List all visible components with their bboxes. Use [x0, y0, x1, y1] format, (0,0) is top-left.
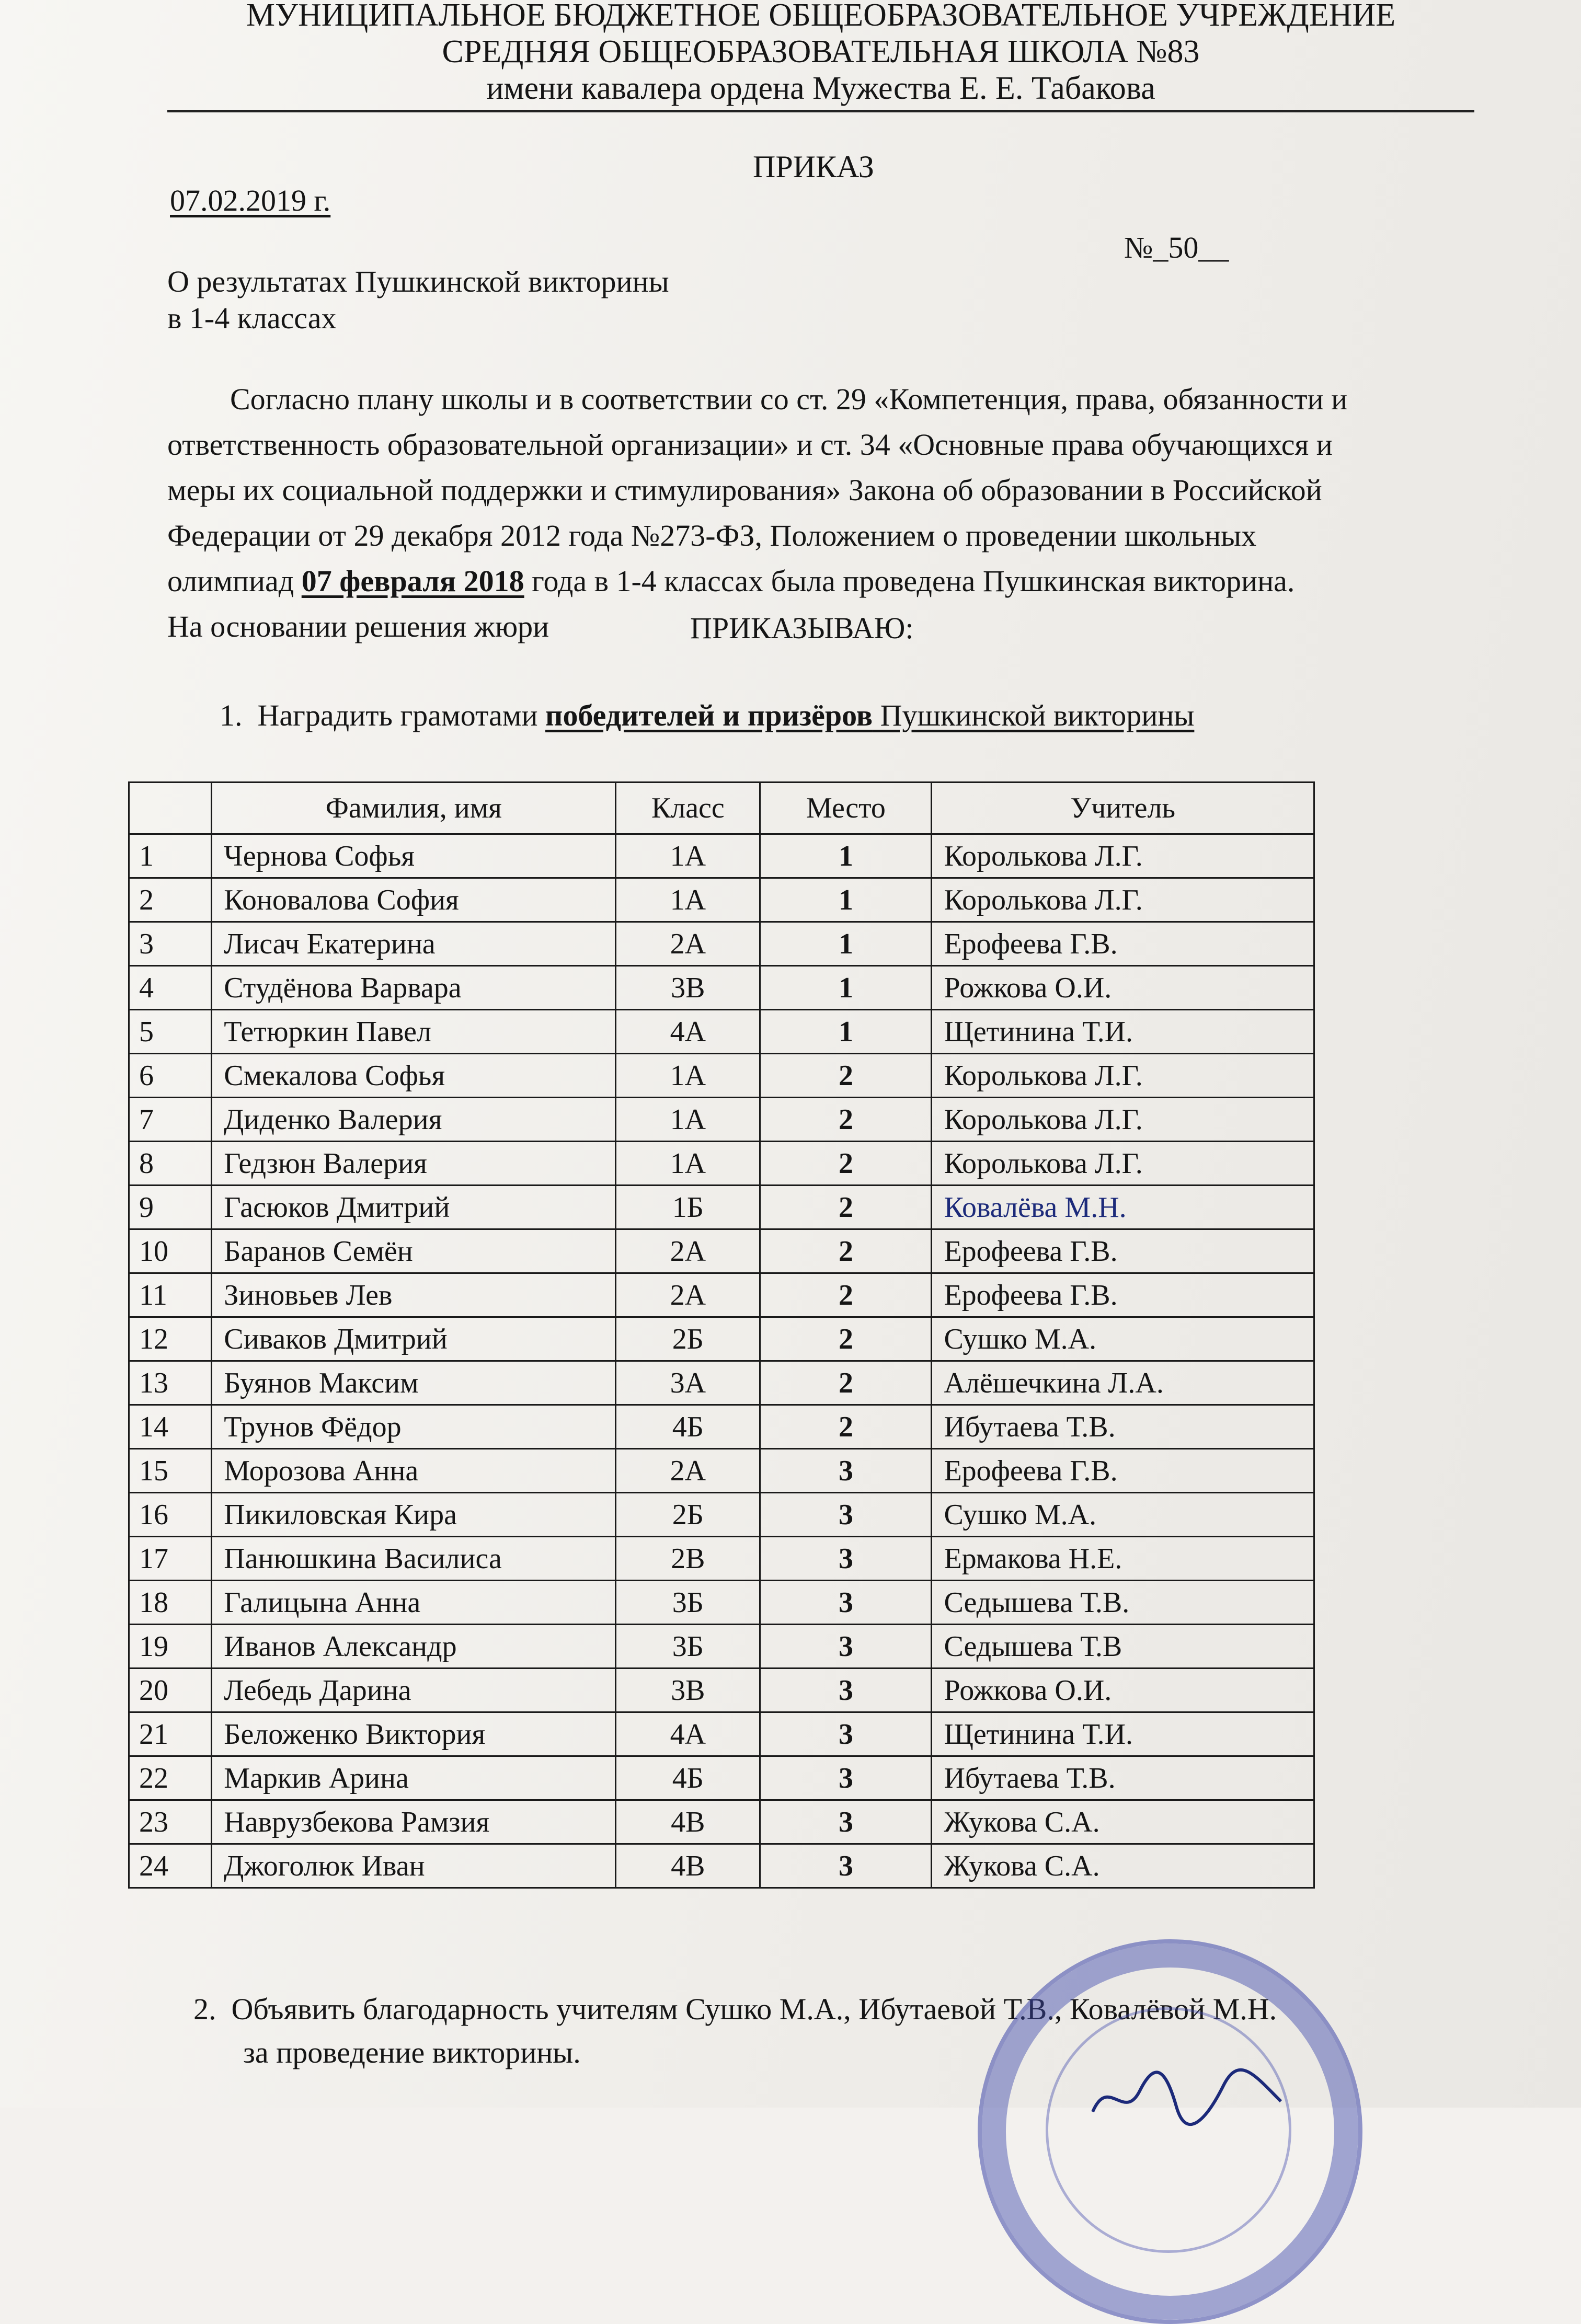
- table-row: [129, 1010, 1314, 1054]
- decree-heading: ПРИКАЗЫВАЮ:: [690, 611, 914, 645]
- teacher-name: Ерофеева Г.В.: [932, 1273, 1314, 1317]
- student-class: 4Б: [616, 1405, 760, 1449]
- teacher-name: Королькова Л.Г.: [932, 834, 1314, 878]
- student-place: 1: [760, 922, 932, 966]
- student-name: Сиваков Дмитрий: [212, 1317, 616, 1361]
- row-number: 6: [129, 1054, 212, 1098]
- teacher-name: Седышева Т.В.: [932, 1581, 1314, 1625]
- teacher-name: Ерофеева Г.В.: [932, 1449, 1314, 1493]
- table-row: [129, 966, 1314, 1010]
- teacher-name: Ибутаева Т.В.: [932, 1405, 1314, 1449]
- teacher-name: Щетинина Т.И.: [932, 1712, 1314, 1756]
- table-row: [129, 1098, 1314, 1142]
- teacher-name: Алёшечкина Л.А.: [932, 1361, 1314, 1405]
- student-name: Баранов Семён: [212, 1229, 616, 1273]
- row-number: 23: [129, 1800, 212, 1844]
- student-name: Гедзюн Валерия: [212, 1142, 616, 1186]
- row-number: 5: [129, 1010, 212, 1054]
- teacher-name: Сушко М.А.: [932, 1493, 1314, 1537]
- body-line: На основании решения жюри: [167, 609, 549, 643]
- student-class: 3Б: [616, 1625, 760, 1669]
- item-1-bold: победителей и призёров: [545, 698, 873, 732]
- teacher-name: Королькова Л.Г.: [932, 1054, 1314, 1098]
- teacher-name: Ерофеева Г.В.: [932, 922, 1314, 966]
- student-name: Наврузбекова Рамзия: [212, 1800, 616, 1844]
- body-line: меры их социальной поддержки и стимулирования» Закона об образовании в Российской: [167, 473, 1322, 507]
- student-place: 2: [760, 1405, 932, 1449]
- signature: [1087, 2065, 1286, 2127]
- student-name: Маркив Арина: [212, 1756, 616, 1800]
- teacher-name: Рожкова О.И.: [932, 966, 1314, 1010]
- row-number: 11: [129, 1273, 212, 1317]
- student-name: Трунов Фёдор: [212, 1405, 616, 1449]
- student-class: 2Б: [616, 1493, 760, 1537]
- row-number: 16: [129, 1493, 212, 1537]
- body-paragraph: [167, 376, 1474, 649]
- student-place: 2: [760, 1273, 932, 1317]
- table-row: [129, 1405, 1314, 1449]
- teacher-name: Ибутаева Т.В.: [932, 1756, 1314, 1800]
- item-1-number: 1.: [220, 698, 243, 732]
- order-subject-line-2: в 1-4 классах: [167, 301, 337, 335]
- table-row: [129, 1493, 1314, 1537]
- olympiad-date: 07 февраля 2018: [301, 564, 524, 598]
- student-name: Иванов Александр: [212, 1625, 616, 1669]
- body-line: Согласно плану школы и в соответствии со ст. 29 «Компетенция, права, обязанности и: [230, 382, 1348, 416]
- header-cell-name: Фамилия, имя: [212, 783, 616, 834]
- body-line: Федерации от 29 декабря 2012 года №273-ФЗ, Положением о проведении школьных: [167, 519, 1257, 553]
- student-class: 4А: [616, 1010, 760, 1054]
- row-number: 24: [129, 1844, 212, 1888]
- student-name: Лисач Екатерина: [212, 922, 616, 966]
- stamp-inner-ring: [1046, 2007, 1291, 2253]
- teacher-name: Жукова С.А.: [932, 1800, 1314, 1844]
- student-place: 1: [760, 966, 932, 1010]
- student-class: 1А: [616, 1142, 760, 1186]
- student-place: 3: [760, 1844, 932, 1888]
- row-number: 2: [129, 878, 212, 922]
- student-place: 2: [760, 1186, 932, 1229]
- student-place: 2: [760, 1229, 932, 1273]
- header-cell-number: [129, 783, 212, 834]
- student-class: 3В: [616, 1669, 760, 1712]
- student-place: 2: [760, 1142, 932, 1186]
- student-name: Гасюков Дмитрий: [212, 1186, 616, 1229]
- student-class: 1А: [616, 878, 760, 922]
- body-text: года в 1-4 классах была проведена Пушкинская викторина.: [524, 564, 1295, 598]
- row-number: 7: [129, 1098, 212, 1142]
- table-row: [129, 1449, 1314, 1493]
- body-line: [167, 558, 1474, 604]
- student-class: 2А: [616, 1229, 760, 1273]
- student-name: Морозова Анна: [212, 1449, 616, 1493]
- student-name: Смекалова Софья: [212, 1054, 616, 1098]
- table-row: [129, 1361, 1314, 1405]
- row-number: 15: [129, 1449, 212, 1493]
- row-number: 1: [129, 834, 212, 878]
- item-2-line-2: за проведение викторины.: [243, 2035, 581, 2069]
- table-row: [129, 1186, 1314, 1229]
- table-row: [129, 1581, 1314, 1625]
- student-name: Зиновьев Лев: [212, 1273, 616, 1317]
- order-title: ПРИКАЗ: [753, 149, 874, 184]
- student-name: Лебедь Дарина: [212, 1669, 616, 1712]
- row-number: 8: [129, 1142, 212, 1186]
- body-text: олимпиад: [167, 564, 302, 598]
- student-place: 3: [760, 1581, 932, 1625]
- student-place: 1: [760, 878, 932, 922]
- student-class: 2А: [616, 1273, 760, 1317]
- student-class: 4Б: [616, 1756, 760, 1800]
- student-class: 4В: [616, 1844, 760, 1888]
- row-number: 4: [129, 966, 212, 1010]
- table-row: [129, 1844, 1314, 1888]
- teacher-name: Ермакова Н.Е.: [932, 1537, 1314, 1581]
- student-class: 2Б: [616, 1317, 760, 1361]
- header-line-3: имени кавалера ордена Мужества Е. Е. Табакова: [486, 71, 1155, 106]
- row-number: 21: [129, 1712, 212, 1756]
- row-number: 19: [129, 1625, 212, 1669]
- student-class: 2А: [616, 922, 760, 966]
- row-number: 17: [129, 1537, 212, 1581]
- item-1: [220, 698, 1194, 733]
- table-row: [129, 1273, 1314, 1317]
- student-name: Диденко Валерия: [212, 1098, 616, 1142]
- student-class: 1Б: [616, 1186, 760, 1229]
- table-row: [129, 1537, 1314, 1581]
- student-place: 3: [760, 1712, 932, 1756]
- student-name: Галицына Анна: [212, 1581, 616, 1625]
- row-number: 18: [129, 1581, 212, 1625]
- order-date: 07.02.2019 г.: [170, 183, 331, 217]
- teacher-name: Королькова Л.Г.: [932, 1098, 1314, 1142]
- student-place: 2: [760, 1098, 932, 1142]
- table-row: [129, 878, 1314, 922]
- student-class: 3А: [616, 1361, 760, 1405]
- student-place: 2: [760, 1317, 932, 1361]
- student-class: 1А: [616, 834, 760, 878]
- teacher-name: Седышева Т.В: [932, 1625, 1314, 1669]
- table-row: [129, 1800, 1314, 1844]
- student-class: 1А: [616, 1098, 760, 1142]
- student-name: Студёнова Варвара: [212, 966, 616, 1010]
- student-place: 3: [760, 1449, 932, 1493]
- student-place: 3: [760, 1669, 932, 1712]
- table-row: [129, 1229, 1314, 1273]
- teacher-name: Ерофеева Г.В.: [932, 1229, 1314, 1273]
- row-number: 9: [129, 1186, 212, 1229]
- teacher-name: Королькова Л.Г.: [932, 878, 1314, 922]
- teacher-name: Щетинина Т.И.: [932, 1010, 1314, 1054]
- student-place: 3: [760, 1537, 932, 1581]
- student-name: Пикиловская Кира: [212, 1493, 616, 1537]
- table-row: [129, 1669, 1314, 1712]
- student-name: Панюшкина Василиса: [212, 1537, 616, 1581]
- order-number: №_50__: [1124, 231, 1229, 264]
- table-header-row: [129, 783, 1314, 834]
- student-place: 3: [760, 1625, 932, 1669]
- table-row: [129, 1054, 1314, 1098]
- teacher-name: Сушко М.А.: [932, 1317, 1314, 1361]
- header-line-1: МУНИЦИПАЛЬНОЕ БЮДЖЕТНОЕ ОБЩЕОБРАЗОВАТЕЛЬНОЕ УЧРЕЖДЕНИЕ: [246, 0, 1396, 33]
- student-class: 4В: [616, 1800, 760, 1844]
- table-row: [129, 1756, 1314, 1800]
- item-1-text-tail: Пушкинской викторины: [873, 698, 1195, 732]
- item-2-text: Объявить благодарность учителям Сушко М.А., Ибутаевой Т.В., Ковалёвой М.Н.: [231, 1992, 1277, 2026]
- student-class: 1А: [616, 1054, 760, 1098]
- header-line-2: СРЕДНЯЯ ОБЩЕОБРАЗОВАТЕЛЬНАЯ ШКОЛА №83: [442, 34, 1200, 70]
- table-row: [129, 1317, 1314, 1361]
- student-place: 1: [760, 1010, 932, 1054]
- student-class: 3Б: [616, 1581, 760, 1625]
- header-divider: [167, 110, 1474, 112]
- student-name: Буянов Максим: [212, 1361, 616, 1405]
- table-row: [129, 1625, 1314, 1669]
- student-name: Беложенко Виктория: [212, 1712, 616, 1756]
- student-place: 1: [760, 834, 932, 878]
- table-row: [129, 1712, 1314, 1756]
- student-class: 2В: [616, 1537, 760, 1581]
- teacher-name: Жукова С.А.: [932, 1844, 1314, 1888]
- body-line: ответственность образовательной организации» и ст. 34 «Основные права обучающихся и: [167, 428, 1333, 462]
- table-row: [129, 834, 1314, 878]
- student-name: Чернова Софья: [212, 834, 616, 878]
- order-subject-line-1: О результатах Пушкинской викторины: [167, 264, 669, 298]
- header-cell-place: Место: [760, 783, 932, 834]
- item-1-text: Наградить грамотами: [257, 698, 546, 732]
- student-class: 3В: [616, 966, 760, 1010]
- student-place: 2: [760, 1054, 932, 1098]
- row-number: 22: [129, 1756, 212, 1800]
- teacher-name: Королькова Л.Г.: [932, 1142, 1314, 1186]
- student-place: 3: [760, 1756, 932, 1800]
- table-row: [129, 922, 1314, 966]
- row-number: 3: [129, 922, 212, 966]
- student-name: Джоголюк Иван: [212, 1844, 616, 1888]
- header-cell-class: Класс: [616, 783, 760, 834]
- student-name: Тетюркин Павел: [212, 1010, 616, 1054]
- student-class: 2А: [616, 1449, 760, 1493]
- student-name: Коновалова София: [212, 878, 616, 922]
- student-place: 3: [760, 1493, 932, 1537]
- student-place: 3: [760, 1800, 932, 1844]
- item-2-number: 2.: [193, 1992, 216, 2026]
- student-class: 4А: [616, 1712, 760, 1756]
- row-number: 20: [129, 1669, 212, 1712]
- teacher-name: Рожкова О.И.: [932, 1669, 1314, 1712]
- row-number: 14: [129, 1405, 212, 1449]
- table-row: [129, 1142, 1314, 1186]
- winners-table: [128, 781, 1315, 1889]
- header-cell-teacher: Учитель: [932, 783, 1314, 834]
- row-number: 10: [129, 1229, 212, 1273]
- teacher-name: Ковалёва М.Н.: [932, 1186, 1314, 1229]
- row-number: 12: [129, 1317, 212, 1361]
- row-number: 13: [129, 1361, 212, 1405]
- student-place: 2: [760, 1361, 932, 1405]
